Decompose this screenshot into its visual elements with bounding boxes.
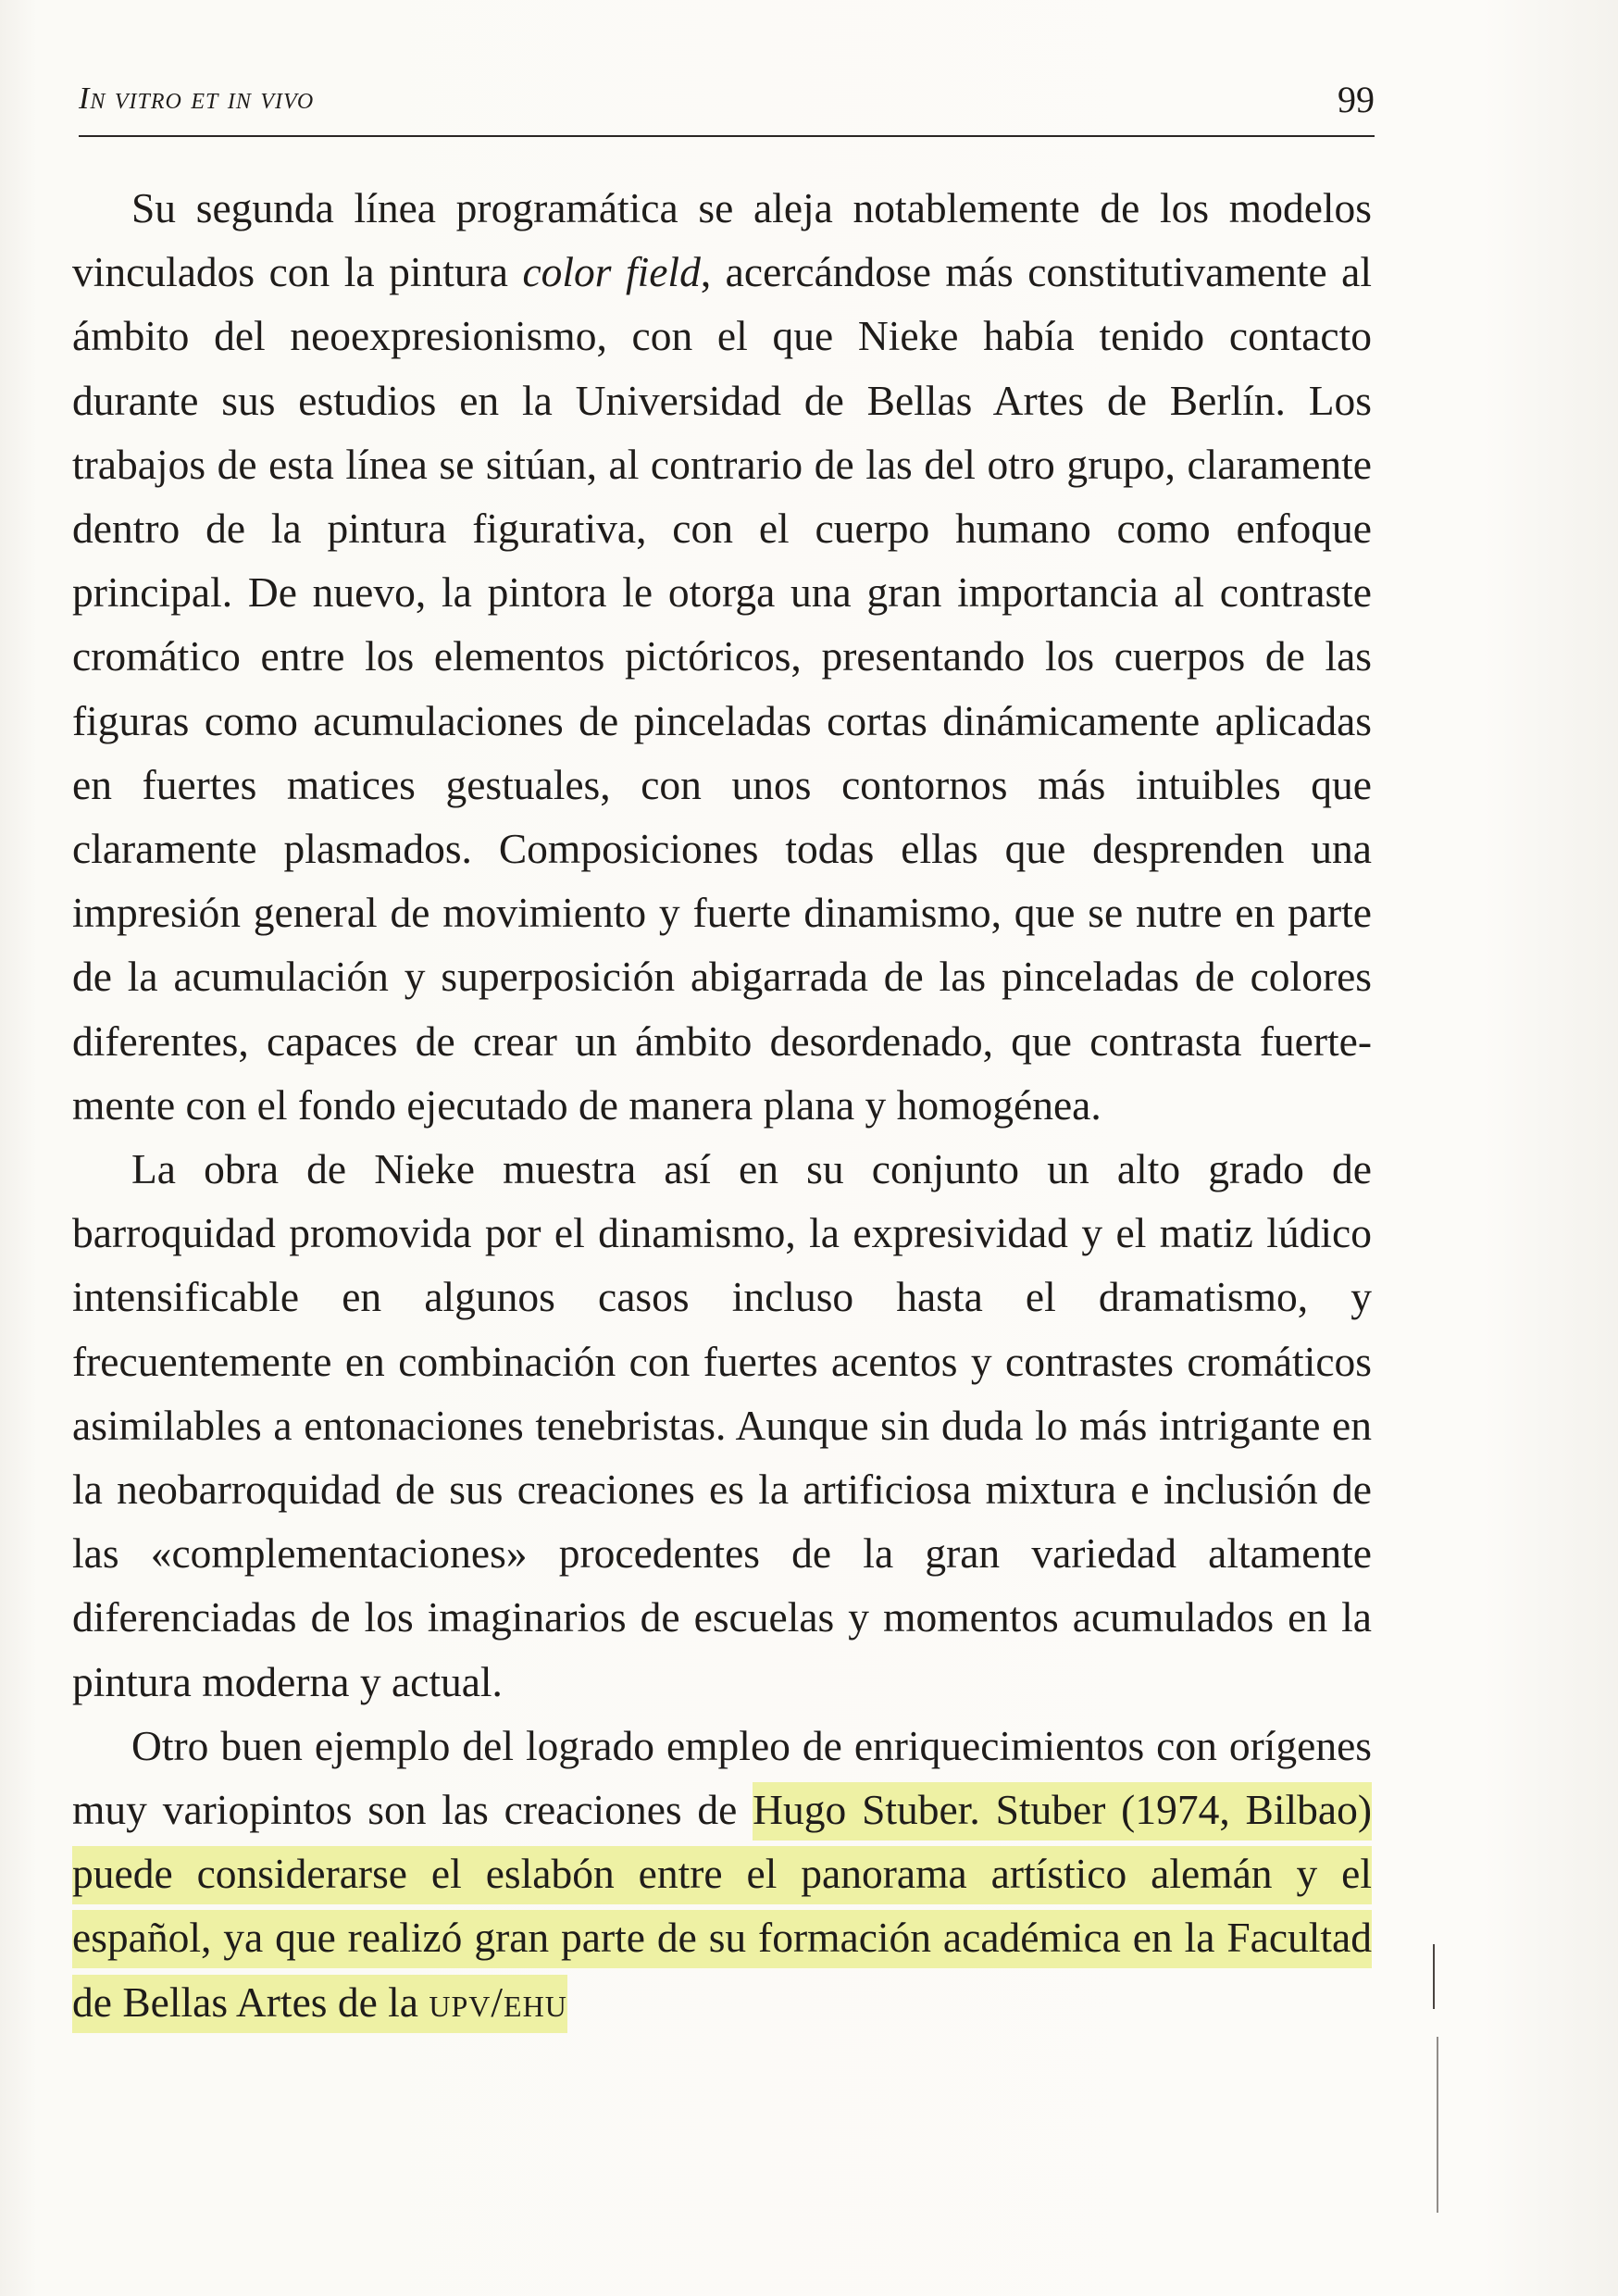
margin-pencil-mark [1437, 2037, 1438, 2213]
paragraph-1 [72, 176, 1372, 1137]
page-number: 99 [1338, 79, 1375, 120]
paragraph-3 [72, 1714, 1372, 2034]
paragraph-1-text-b: , acercándose más constitutivamente al ámbito del neoexpresionismo, con el que Nieke había tenido contacto durante sus estudios en la Universidad de Bellas Artes de Berlín. Los trabajos de esta línea se sitúan, al contrario de las del otro grupo, claramente dentro de la pintura figurativa, con el cuerpo humano como enfoque principal. De nuevo, la pintora le otorga una gran importancia al contraste cromático entre los elementos pictóricos, presentando los cuerpos de las figuras como acumulaciones de pinceladas cortas dinámicamente aplicadas en fuertes matices gestuales, con unos contornos más intuibles que claramente plasmados. Composiciones todas ellas que desprenden una impresión general de movimiento y fuerte dinamismo, que se nutre en parte de la acumulación y superposición abigarrada de las pinceladas de colores diferentes, capaces de crear un ámbito desordenado, que contrasta fuertemente con el fondo ejecutado de manera plana y homogénea. [72, 248, 1372, 1129]
paragraph-1-text-a: Su segunda línea programática se aleja notablemente de los modelos vinculados con la pintura [72, 184, 1372, 296]
paragraph-3-text: Otro buen ejemplo del logrado empleo de enriquecimientos con orígenes muy variopintos son las creaciones de [72, 1721, 1372, 1834]
body-text [72, 176, 1372, 2034]
highlighted-text-abbrev: upv/ehu [429, 1978, 567, 2026]
paragraph-2: La obra de Nieke muestra así en su conjunto un alto grado de barroquidad promovida por el dinamismo, la expresividad y el matiz lúdico intensificable en algunos casos incluso hasta el dramatismo, y frecuentemente en combinación con fuertes acentos y contrastes cromáticos asimilables a entonaciones tenebristas. Aunque sin duda lo más intrigante en la neobarroquidad de sus creaciones es la artificiosa mixtura e inclusión de las «complementaciones» procedentes de la gran variedad altamente diferenciadas de los imaginarios de escuelas y momentos acumulados en la pintura moderna y actual. [72, 1145, 1372, 1705]
margin-pencil-mark [1433, 1944, 1435, 2009]
running-title: In vitro et in vivo [79, 81, 315, 116]
highlighted-text-body: Hugo Stuber. Stuber (1974, Bilbao) puede considerarse el eslabón entre el panorama artístico alemán y el español, ya que realizó gran parte de su formación académica en la Facultad de Bellas Artes de la [72, 1786, 1372, 2026]
italic-term: color field [522, 248, 701, 296]
running-head [79, 78, 1375, 137]
